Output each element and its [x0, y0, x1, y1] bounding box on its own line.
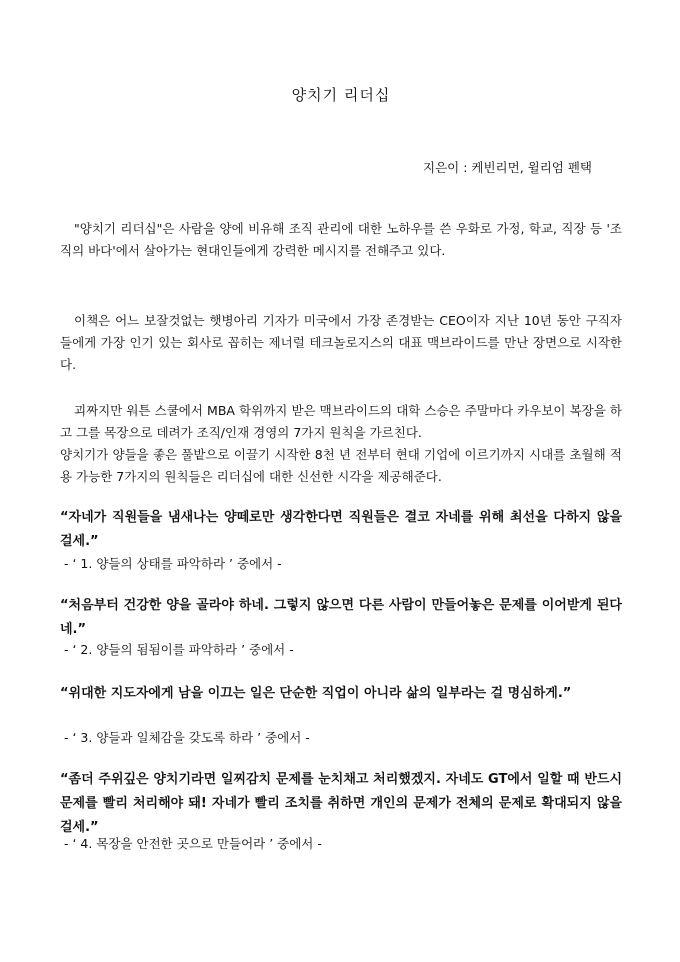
paragraph-intro [60, 218, 622, 262]
quote-text: “좀더 주위깊은 양치기라면 일찌감치 문제를 눈치채고 처리했겠지. 자네도 GT에서 일할 때 반드시 문제를 빨리 처리해야 돼! 자네가 빨리 조치를 취하면 개인의 문제가 전체의 문제로 확대되지 않을 걸세.” [60, 772, 622, 835]
paragraph-text: "양치기 리더십"은 사람을 양에 비유해 조직 관리에 대한 노하우를 쓴 우화로 가정, 학교, 직장 등 '조직의 바다'에서 살아가는 현대인들에게 강력한 메시지를 전해주고 있다. [60, 221, 622, 258]
quote-4 [60, 768, 622, 840]
paragraph-text: 괴짜지만 워튼 스쿨에서 MBA 학위까지 받은 맥브라이드의 대학 스승은 주말마다 카우보이 복장을 하고 그를 목장으로 데려가 조직/인재 경영의 7가지 원칙을 가르친다. [60, 403, 622, 440]
paragraph-story [60, 310, 622, 376]
paragraph-text: 이책은 어느 보잘것없는 햇병아리 기자가 미국에서 가장 존경받는 CEO이자 지난 10년 동안 구직자들에게 가장 인기 있는 회사로 꼽히는 제너럴 테크놀로지스의 대표 맥브라이드를 만난 장면으로 시작한다. [60, 313, 622, 372]
quote-1 [60, 506, 622, 554]
quote-text: “위대한 지도자에게 남을 이끄는 일은 단순한 직업이 아니라 삶의 일부라는 걸 명심하게.” [60, 686, 572, 701]
paragraph-mentor [60, 400, 622, 488]
document-title: 양치기 리더십 [291, 86, 391, 104]
quote-2 [60, 594, 622, 642]
paragraph-text: 양치기가 양들을 좋은 풀밭으로 이끌기 시작한 8천 년 전부터 현대 기업에 이르기까지 시대를 초월해 적용 가능한 7가지의 원칙들은 리더십에 대한 신선한 시각을 제공해준다. [60, 447, 622, 484]
author-line: 지은이 : 케빈리먼, 윌리엄 펜택 [423, 160, 592, 175]
quote-text: “처음부터 건강한 양을 골라야 하네. 그렇지 않으면 다른 사람이 만들어놓은 문제를 이어받게 된다네.” [60, 598, 622, 637]
quote-3 [60, 682, 622, 706]
quote-source-1: - ‘ 1. 양들의 상태를 파악하라 ’ 중에서 - [64, 556, 282, 571]
quote-source-4: - ‘ 4. 목장을 안전한 곳으로 만들어라 ’ 중에서 - [64, 836, 322, 851]
quote-text: “자네가 직원들을 냄새나는 양떼로만 생각한다면 직원들은 결코 자네를 위해 최선을 다하지 않을 걸세.” [60, 510, 622, 549]
quote-source-3: - ‘ 3. 양들과 일체감을 갖도록 하라 ’ 중에서 - [64, 730, 310, 745]
quote-source-2: - ‘ 2. 양들의 됨됨이를 파악하라 ’ 중에서 - [64, 642, 294, 657]
